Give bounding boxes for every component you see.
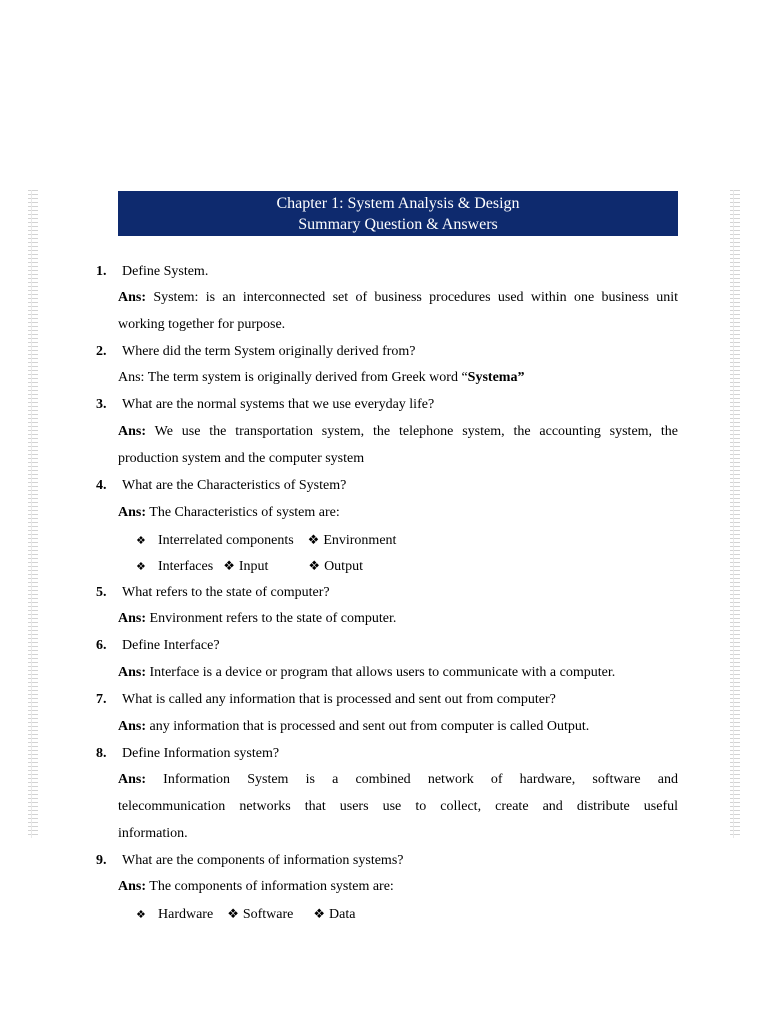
question-number: 4. bbox=[96, 478, 107, 493]
question-number: 6. bbox=[96, 638, 107, 653]
question-number: 7. bbox=[96, 692, 107, 707]
answer-text: Environment refers to the state of computer. bbox=[146, 611, 397, 626]
answer-7 bbox=[118, 714, 678, 741]
diamond-bullet-icon: ❖ bbox=[313, 906, 326, 921]
question-text: Define Interface? bbox=[122, 638, 220, 653]
chapter-subtitle: Summary Question & Answers bbox=[298, 216, 498, 233]
answer-label: Ans: bbox=[118, 665, 147, 680]
answer-8 bbox=[118, 767, 678, 847]
answer-text: telecommunication networks that users use to collect, create and distribute useful bbox=[118, 798, 678, 814]
answer-label: Ans: bbox=[118, 505, 147, 520]
diamond-bullet-icon: ❖ bbox=[223, 558, 235, 573]
question-number: 3. bbox=[96, 397, 107, 412]
bullet-item: Interrelated components bbox=[158, 533, 294, 548]
answer-text: Information System is a combined network of hardware, software and bbox=[146, 772, 678, 787]
bullet-item: Output bbox=[324, 559, 363, 574]
diamond-bullet-icon: ❖ bbox=[308, 558, 321, 573]
bullet-row bbox=[136, 553, 363, 579]
bullet-row bbox=[136, 901, 355, 927]
question-text: What are the normal systems that we use everyday life? bbox=[122, 397, 435, 412]
page-border-right bbox=[730, 190, 740, 838]
page-border-left bbox=[28, 190, 38, 838]
answer-label: Ans: bbox=[118, 290, 147, 305]
answer-1 bbox=[118, 285, 678, 339]
question-text: What are the Characteristics of System? bbox=[122, 478, 347, 493]
question-4 bbox=[96, 473, 346, 499]
question-2 bbox=[96, 339, 416, 365]
bullet-item: Software bbox=[242, 907, 294, 922]
answer-label: Ans: bbox=[118, 719, 147, 734]
question-text: Define System. bbox=[122, 264, 209, 279]
question-9 bbox=[96, 848, 403, 874]
answer-text: The Characteristics of system are: bbox=[146, 505, 340, 520]
answer-label: Ans: bbox=[118, 611, 147, 626]
chapter-header bbox=[118, 191, 678, 236]
answer-3 bbox=[118, 419, 678, 473]
question-text: Where did the term System originally derived from? bbox=[122, 344, 416, 359]
question-5 bbox=[96, 580, 330, 606]
answer-4 bbox=[118, 500, 678, 527]
answer-text: production system and the computer system bbox=[118, 450, 365, 466]
answer-2 bbox=[118, 365, 678, 392]
question-text: What is called any information that is processed and sent out from computer? bbox=[122, 692, 556, 707]
question-text: What refers to the state of computer? bbox=[122, 585, 330, 600]
diamond-bullet-icon: ❖ bbox=[307, 532, 320, 547]
answer-text: Interface is a device or program that allows users to communicate with a computer. bbox=[146, 665, 616, 680]
answer-label: Ans: bbox=[118, 424, 147, 439]
bullet-item: Data bbox=[329, 907, 356, 922]
answer-5 bbox=[118, 606, 678, 633]
question-text: What are the components of information systems? bbox=[122, 853, 404, 868]
answer-label: Ans: bbox=[118, 879, 147, 894]
question-number: 1. bbox=[96, 264, 107, 279]
diamond-bullet-icon: ❖ bbox=[136, 535, 146, 547]
question-7 bbox=[96, 687, 556, 713]
answer-text: We use the transportation system, the telephone system, the accounting system, the bbox=[146, 424, 678, 439]
question-3 bbox=[96, 392, 434, 418]
answer-text: information. bbox=[118, 825, 188, 841]
bullet-item: Input bbox=[238, 559, 269, 574]
question-number: 9. bbox=[96, 853, 107, 868]
bullet-item: Interfaces bbox=[158, 559, 214, 574]
chapter-title: Chapter 1: System Analysis & Design bbox=[276, 195, 520, 212]
question-number: 2. bbox=[96, 344, 107, 359]
question-1 bbox=[96, 259, 208, 285]
question-6 bbox=[96, 633, 220, 659]
bullet-item: Environment bbox=[323, 533, 397, 548]
answer-text: The components of information system are: bbox=[146, 879, 394, 894]
answer-6 bbox=[118, 660, 678, 687]
answer-text: System: is an interconnected set of business procedures used within one business unit bbox=[146, 290, 678, 305]
question-number: 8. bbox=[96, 746, 107, 761]
bullet-row bbox=[136, 527, 396, 553]
question-text: Define Information system? bbox=[122, 746, 280, 761]
diamond-bullet-icon: ❖ bbox=[136, 561, 146, 573]
bullet-item: Hardware bbox=[158, 907, 214, 922]
answer-9 bbox=[118, 874, 678, 901]
diamond-bullet-icon: ❖ bbox=[227, 906, 239, 921]
answer-text: any information that is processed and sent out from computer is called Output. bbox=[146, 719, 590, 734]
answer-label: Ans: bbox=[118, 772, 147, 787]
answer-bold-term: Systema” bbox=[467, 370, 525, 385]
diamond-bullet-icon: ❖ bbox=[136, 909, 146, 921]
question-8 bbox=[96, 741, 279, 767]
question-number: 5. bbox=[96, 585, 107, 600]
answer-text: Ans: The term system is originally derived from Greek word “ bbox=[118, 370, 468, 385]
answer-text: working together for purpose. bbox=[118, 316, 286, 332]
